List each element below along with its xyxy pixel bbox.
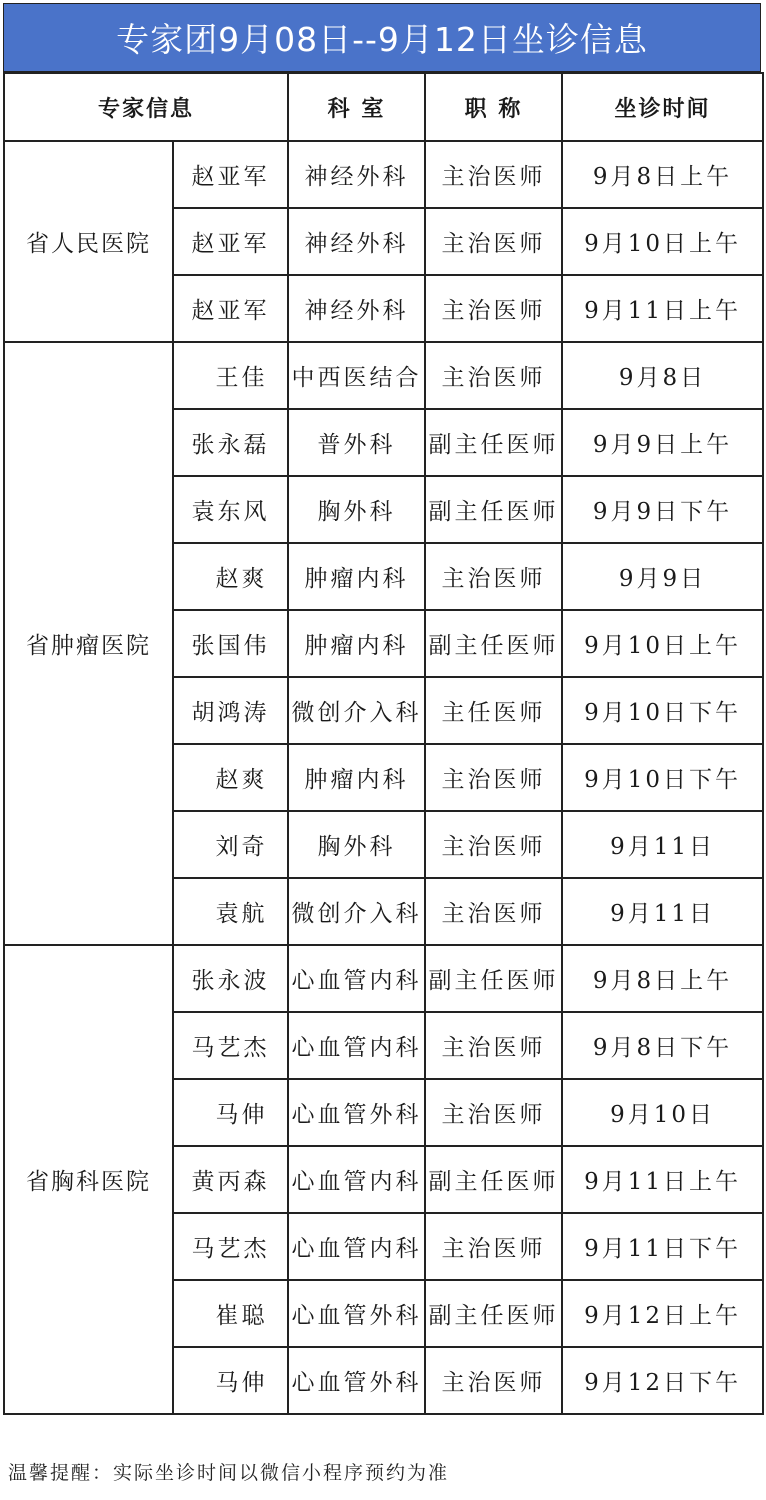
time-cell: 9月10日下午 [562, 744, 763, 811]
title-cell: 副主任医师 [425, 476, 562, 543]
title-cell: 主任医师 [425, 677, 562, 744]
name-cell: 刘奇 [173, 811, 288, 878]
time-cell: 9月12日下午 [562, 1347, 763, 1414]
department-cell: 心血管外科 [288, 1280, 425, 1347]
time-cell: 9月10日 [562, 1079, 763, 1146]
header-department: 科 室 [288, 73, 425, 141]
title-cell: 主治医师 [425, 1213, 562, 1280]
title-cell: 主治医师 [425, 543, 562, 610]
time-cell: 9月10日上午 [562, 610, 763, 677]
time-cell: 9月12日上午 [562, 1280, 763, 1347]
name-cell: 马伸 [173, 1079, 288, 1146]
time-cell: 9月8日上午 [562, 945, 763, 1012]
page-title: 专家团9月08日--9月12日坐诊信息 [3, 3, 761, 72]
time-cell: 9月8日下午 [562, 1012, 763, 1079]
department-cell: 神经外科 [288, 208, 425, 275]
title-cell: 主治医师 [425, 208, 562, 275]
name-cell: 赵亚军 [173, 208, 288, 275]
footer-note: 温馨提醒：实际坐诊时间以微信小程序预约为准 [8, 1462, 450, 1484]
title-cell: 副主任医师 [425, 1146, 562, 1213]
hospital-cell: 省肿瘤医院 [4, 342, 173, 945]
title-cell: 主治医师 [425, 811, 562, 878]
header-expert-info: 专家信息 [4, 73, 288, 141]
time-cell: 9月11日 [562, 878, 763, 945]
department-cell: 肿瘤内科 [288, 610, 425, 677]
department-cell: 肿瘤内科 [288, 744, 425, 811]
department-cell: 微创介入科 [288, 677, 425, 744]
title-cell: 主治医师 [425, 275, 562, 342]
time-cell: 9月11日 [562, 811, 763, 878]
title-cell: 主治医师 [425, 1079, 562, 1146]
department-cell: 普外科 [288, 409, 425, 476]
department-cell: 心血管外科 [288, 1079, 425, 1146]
time-cell: 9月11日下午 [562, 1213, 763, 1280]
hospital-cell: 省人民医院 [4, 141, 173, 342]
table-row [4, 141, 763, 208]
schedule-table [3, 72, 764, 1415]
name-cell: 胡鸿涛 [173, 677, 288, 744]
name-cell: 崔聪 [173, 1280, 288, 1347]
header-time: 坐诊时间 [562, 73, 763, 141]
department-cell: 肿瘤内科 [288, 543, 425, 610]
time-cell: 9月11日上午 [562, 275, 763, 342]
time-cell: 9月9日下午 [562, 476, 763, 543]
title-cell: 副主任医师 [425, 945, 562, 1012]
name-cell: 赵亚军 [173, 275, 288, 342]
time-cell: 9月10日下午 [562, 677, 763, 744]
title-cell: 主治医师 [425, 1012, 562, 1079]
title-cell: 主治医师 [425, 141, 562, 208]
header-title: 职 称 [425, 73, 562, 141]
name-cell: 张永磊 [173, 409, 288, 476]
time-cell: 9月8日上午 [562, 141, 763, 208]
department-cell: 神经外科 [288, 141, 425, 208]
time-cell: 9月9日上午 [562, 409, 763, 476]
title-cell: 主治医师 [425, 1347, 562, 1414]
department-cell: 胸外科 [288, 476, 425, 543]
name-cell: 赵亚军 [173, 141, 288, 208]
name-cell: 袁东风 [173, 476, 288, 543]
title-cell: 副主任医师 [425, 610, 562, 677]
table-row [4, 945, 763, 1012]
name-cell: 王佳 [173, 342, 288, 409]
name-cell: 黄丙森 [173, 1146, 288, 1213]
time-cell: 9月10日上午 [562, 208, 763, 275]
name-cell: 马伸 [173, 1347, 288, 1414]
name-cell: 袁航 [173, 878, 288, 945]
name-cell: 马艺杰 [173, 1012, 288, 1079]
name-cell: 马艺杰 [173, 1213, 288, 1280]
time-cell: 9月9日 [562, 543, 763, 610]
title-cell: 副主任医师 [425, 1280, 562, 1347]
title-cell: 主治医师 [425, 744, 562, 811]
department-cell: 心血管内科 [288, 1213, 425, 1280]
department-cell: 胸外科 [288, 811, 425, 878]
table-row [4, 342, 763, 409]
department-cell: 中西医结合 [288, 342, 425, 409]
name-cell: 赵爽 [173, 744, 288, 811]
name-cell: 张永波 [173, 945, 288, 1012]
title-cell: 副主任医师 [425, 409, 562, 476]
hospital-cell: 省胸科医院 [4, 945, 173, 1414]
table-body [4, 141, 763, 1414]
name-cell: 张国伟 [173, 610, 288, 677]
title-cell: 主治医师 [425, 878, 562, 945]
department-cell: 微创介入科 [288, 878, 425, 945]
time-cell: 9月8日 [562, 342, 763, 409]
department-cell: 心血管内科 [288, 945, 425, 1012]
department-cell: 心血管内科 [288, 1012, 425, 1079]
name-cell: 赵爽 [173, 543, 288, 610]
department-cell: 心血管内科 [288, 1146, 425, 1213]
table-header [4, 73, 763, 141]
time-cell: 9月11日上午 [562, 1146, 763, 1213]
department-cell: 神经外科 [288, 275, 425, 342]
department-cell: 心血管外科 [288, 1347, 425, 1414]
title-cell: 主治医师 [425, 342, 562, 409]
